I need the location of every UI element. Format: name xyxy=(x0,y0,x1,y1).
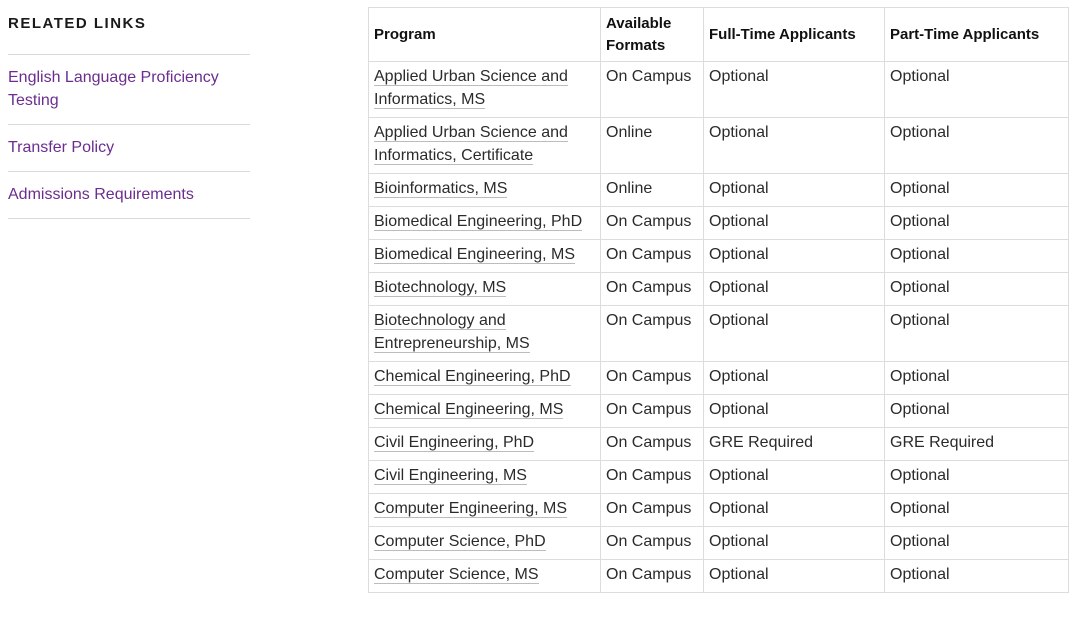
part-time-cell: Optional xyxy=(885,461,1069,494)
part-time-cell: Optional xyxy=(885,306,1069,362)
table-row xyxy=(369,527,1069,560)
program-cell xyxy=(369,240,601,273)
link-transfer-policy[interactable]: Transfer Policy xyxy=(8,125,250,172)
program-link[interactable]: Computer Engineering, MS xyxy=(374,500,567,517)
table-row xyxy=(369,362,1069,395)
link-english-proficiency[interactable]: English Language Proficiency Testing xyxy=(8,55,250,125)
table-row xyxy=(369,273,1069,306)
part-time-cell: GRE Required xyxy=(885,428,1069,461)
table-row xyxy=(369,395,1069,428)
format-cell: On Campus xyxy=(601,273,704,306)
program-cell xyxy=(369,527,601,560)
table-row xyxy=(369,428,1069,461)
part-time-cell: Optional xyxy=(885,362,1069,395)
full-time-cell: Optional xyxy=(704,461,885,494)
part-time-cell: Optional xyxy=(885,174,1069,207)
format-cell: Online xyxy=(601,174,704,207)
full-time-cell: Optional xyxy=(704,174,885,207)
format-cell: On Campus xyxy=(601,527,704,560)
part-time-cell: Optional xyxy=(885,527,1069,560)
program-link[interactable]: Biomedical Engineering, PhD xyxy=(374,213,583,230)
program-link[interactable]: Chemical Engineering, MS xyxy=(374,401,564,418)
program-cell xyxy=(369,395,601,428)
program-cell xyxy=(369,306,601,362)
format-cell: On Campus xyxy=(601,461,704,494)
table-row xyxy=(369,240,1069,273)
table-row xyxy=(369,174,1069,207)
program-link[interactable]: Chemical Engineering, PhD xyxy=(374,368,571,385)
format-cell: On Campus xyxy=(601,62,704,118)
program-link[interactable]: Civil Engineering, PhD xyxy=(374,434,535,451)
format-cell: On Campus xyxy=(601,207,704,240)
part-time-cell: Optional xyxy=(885,273,1069,306)
part-time-cell: Optional xyxy=(885,207,1069,240)
format-cell: On Campus xyxy=(601,240,704,273)
program-cell xyxy=(369,560,601,593)
program-cell xyxy=(369,62,601,118)
program-link[interactable]: Computer Science, MS xyxy=(374,566,539,583)
format-cell: On Campus xyxy=(601,494,704,527)
table-header-row xyxy=(369,8,1069,62)
program-link[interactable]: Bioinformatics, MS xyxy=(374,180,508,197)
related-links-sidebar xyxy=(8,0,250,219)
format-cell: Online xyxy=(601,118,704,174)
format-cell: On Campus xyxy=(601,362,704,395)
part-time-cell: Optional xyxy=(885,118,1069,174)
full-time-cell: Optional xyxy=(704,494,885,527)
table-row xyxy=(369,62,1069,118)
header-part-time: Part-Time Applicants xyxy=(885,8,1069,62)
format-cell: On Campus xyxy=(601,306,704,362)
part-time-cell: Optional xyxy=(885,62,1069,118)
program-cell xyxy=(369,461,601,494)
table-row xyxy=(369,494,1069,527)
full-time-cell: Optional xyxy=(704,527,885,560)
link-admissions-requirements[interactable]: Admissions Requirements xyxy=(8,172,250,219)
header-available-formats: Available Formats xyxy=(601,8,704,62)
program-link[interactable]: Computer Science, PhD xyxy=(374,533,546,550)
table-row xyxy=(369,207,1069,240)
program-link[interactable]: Biomedical Engineering, MS xyxy=(374,246,575,263)
full-time-cell: Optional xyxy=(704,362,885,395)
program-cell xyxy=(369,494,601,527)
program-link[interactable]: Biotechnology, MS xyxy=(374,279,507,296)
format-cell: On Campus xyxy=(601,395,704,428)
program-link[interactable]: Applied Urban Science and Informatics, Certificate xyxy=(374,124,568,164)
program-cell xyxy=(369,174,601,207)
full-time-cell: Optional xyxy=(704,560,885,593)
full-time-cell: Optional xyxy=(704,118,885,174)
table-row xyxy=(369,560,1069,593)
full-time-cell: Optional xyxy=(704,207,885,240)
part-time-cell: Optional xyxy=(885,494,1069,527)
full-time-cell: Optional xyxy=(704,240,885,273)
format-cell: On Campus xyxy=(601,428,704,461)
header-full-time: Full-Time Applicants xyxy=(704,8,885,62)
part-time-cell: Optional xyxy=(885,560,1069,593)
full-time-cell: Optional xyxy=(704,306,885,362)
program-cell xyxy=(369,428,601,461)
part-time-cell: Optional xyxy=(885,395,1069,428)
full-time-cell: Optional xyxy=(704,395,885,428)
program-cell xyxy=(369,362,601,395)
programs-table-container xyxy=(368,7,1068,593)
program-cell xyxy=(369,207,601,240)
format-cell: On Campus xyxy=(601,560,704,593)
header-program: Program xyxy=(369,8,601,62)
full-time-cell: GRE Required xyxy=(704,428,885,461)
programs-table xyxy=(368,7,1069,593)
program-link[interactable]: Civil Engineering, MS xyxy=(374,467,527,484)
program-cell xyxy=(369,118,601,174)
program-cell xyxy=(369,273,601,306)
part-time-cell: Optional xyxy=(885,240,1069,273)
related-links-title: RELATED LINKS xyxy=(8,15,250,55)
full-time-cell: Optional xyxy=(704,62,885,118)
table-row xyxy=(369,461,1069,494)
program-link[interactable]: Biotechnology and Entrepreneurship, MS xyxy=(374,312,530,352)
program-link[interactable]: Applied Urban Science and Informatics, MS xyxy=(374,68,568,108)
table-row xyxy=(369,306,1069,362)
full-time-cell: Optional xyxy=(704,273,885,306)
table-row xyxy=(369,118,1069,174)
